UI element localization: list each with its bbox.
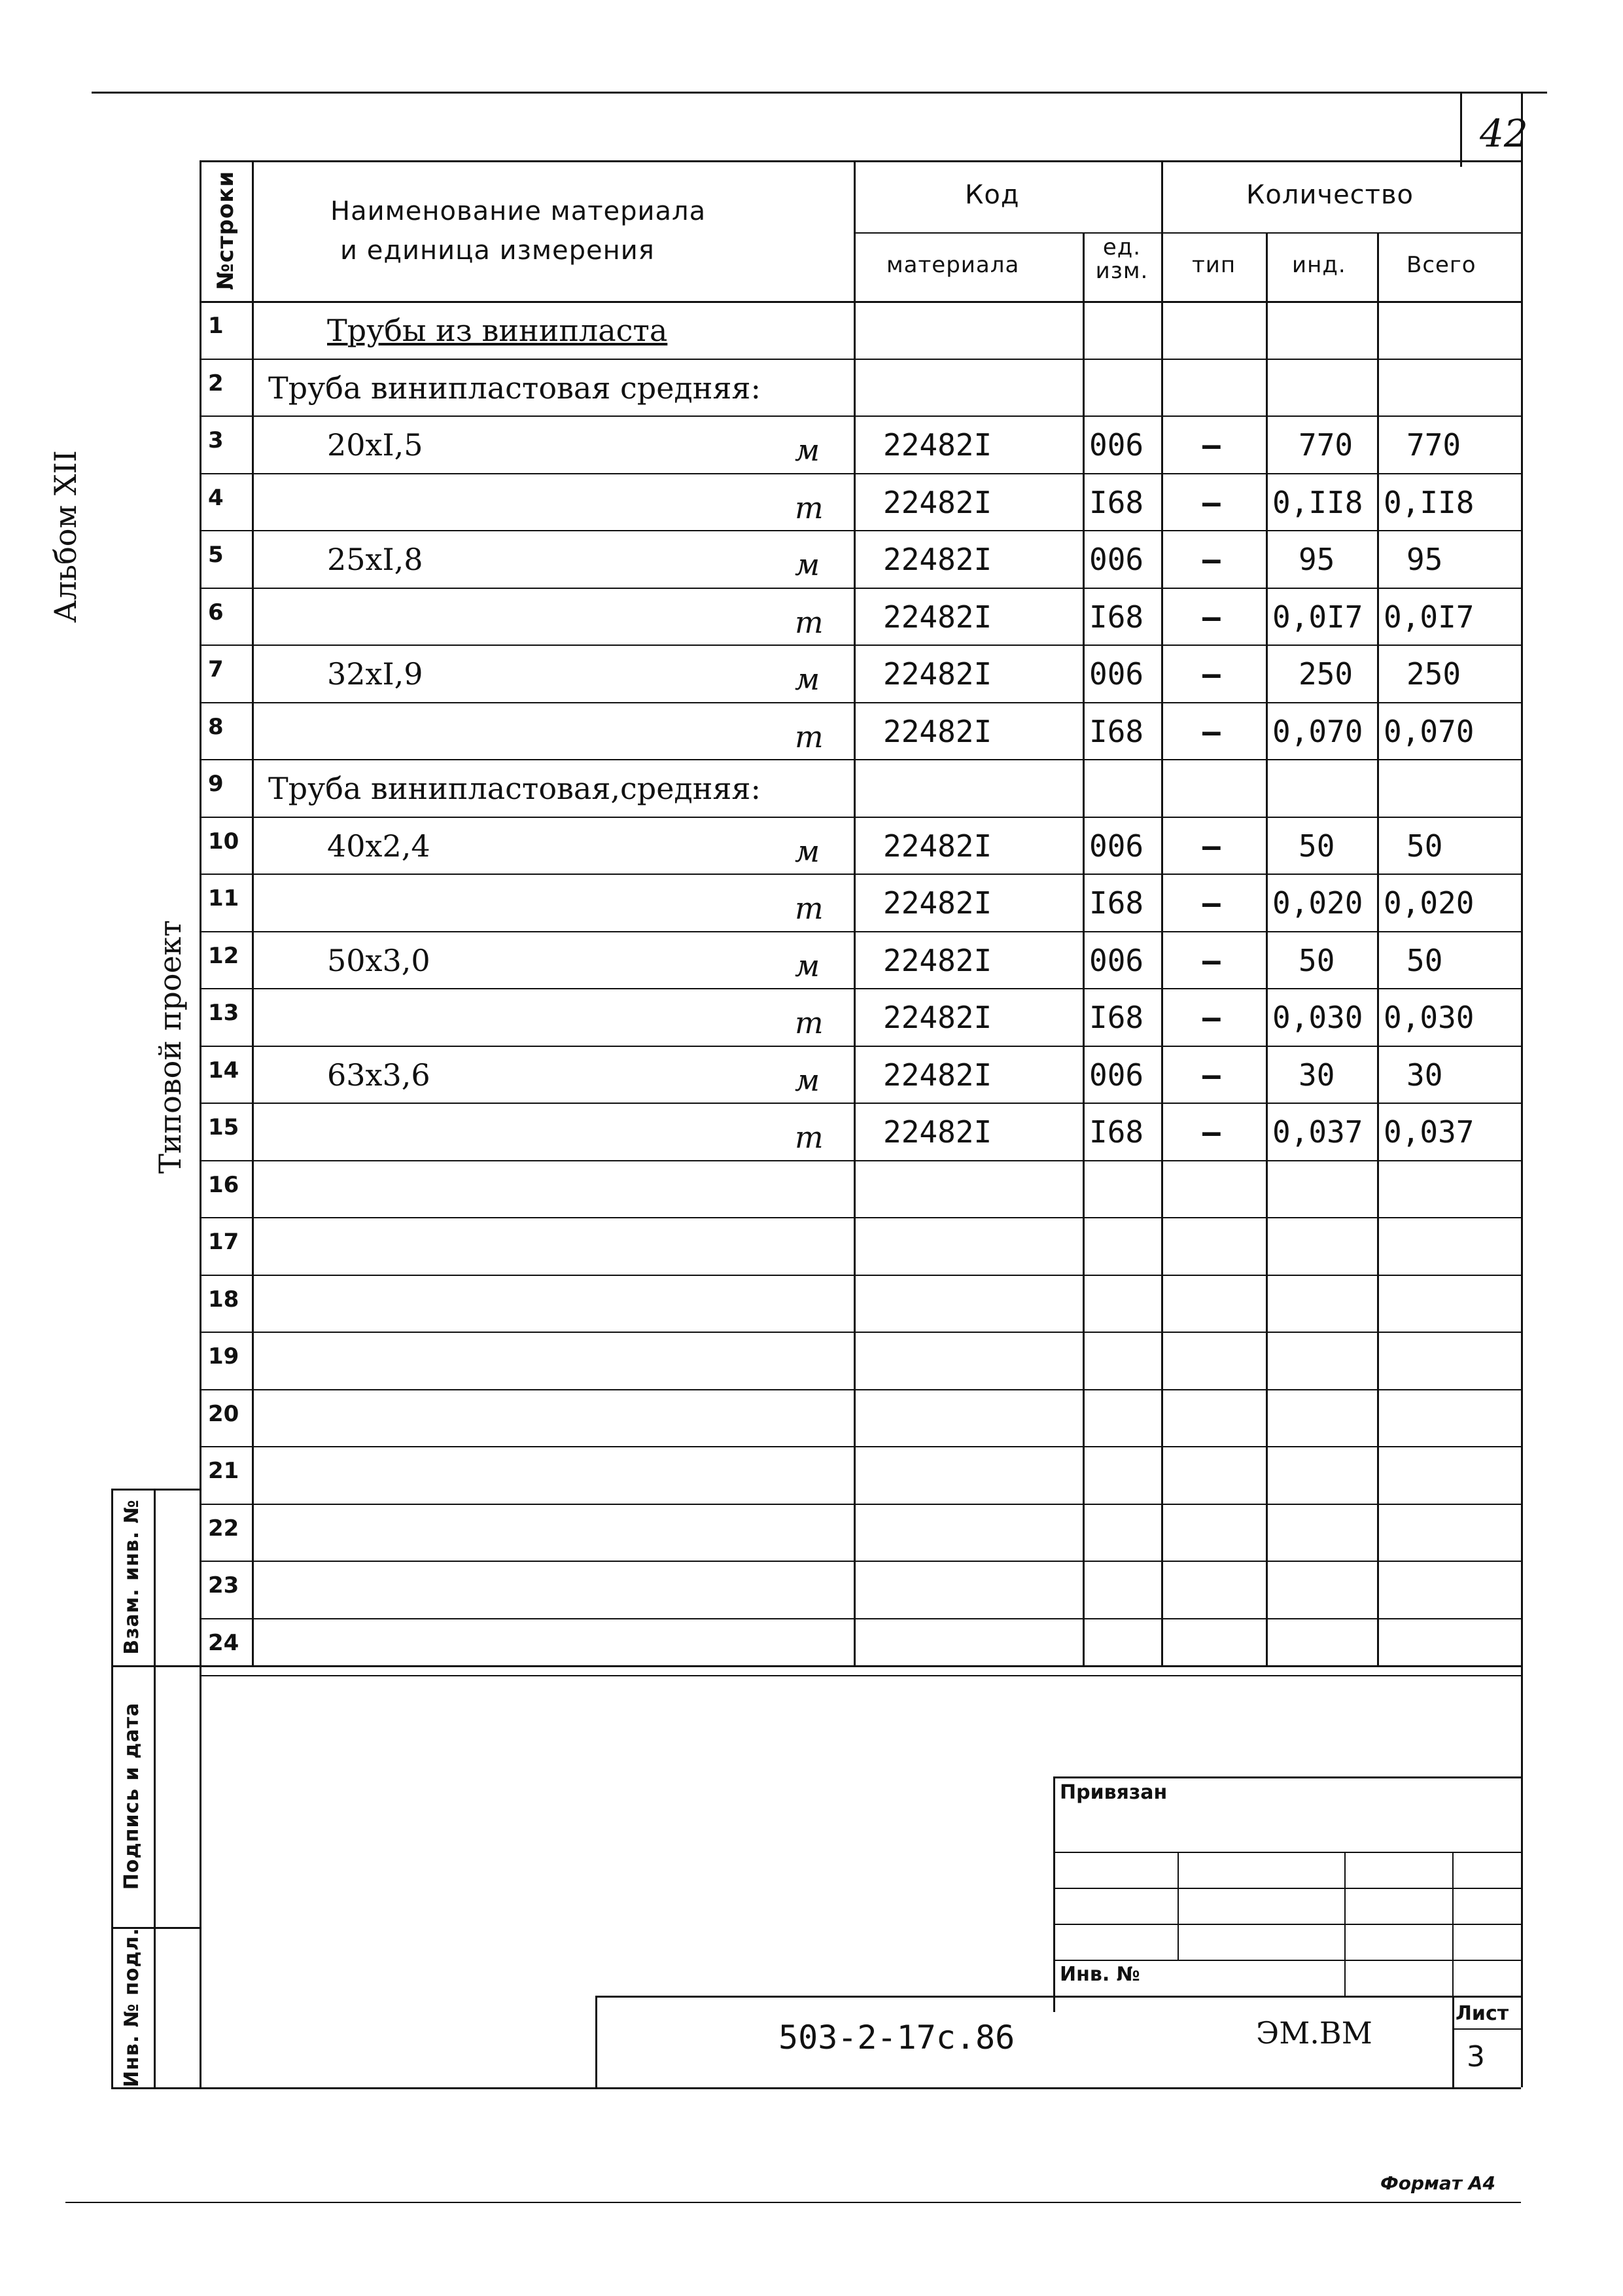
row-number: 14 — [208, 1057, 239, 1084]
row-number: 5 — [208, 542, 224, 568]
material-code: 22482I — [883, 599, 992, 635]
row-separator — [200, 1217, 1521, 1218]
unit-letter: т — [795, 891, 824, 926]
unit-letter: м — [795, 833, 820, 869]
row-number: 9 — [208, 771, 224, 797]
quantity-ind: 250 — [1299, 656, 1353, 692]
header-qty-total: Всего — [1406, 252, 1476, 278]
row-number: 15 — [208, 1114, 239, 1140]
unit-code: I68 — [1089, 1114, 1144, 1150]
unit-code: I68 — [1089, 484, 1144, 520]
unit-letter: т — [795, 604, 824, 640]
row-separator — [200, 1618, 1521, 1619]
material-name: 20хI,5 — [327, 427, 423, 463]
header-name-unit: и единица измерения — [340, 236, 655, 266]
material-code: 22482I — [883, 656, 992, 692]
sheet-label: Лист — [1456, 2002, 1509, 2025]
quantity-type: – — [1202, 713, 1221, 749]
col-ed-right — [1161, 160, 1163, 1665]
unit-letter: т — [795, 1120, 824, 1155]
material-code: 22482I — [883, 885, 992, 921]
right-frame — [1521, 92, 1523, 2087]
unit-code: 006 — [1089, 942, 1144, 978]
quantity-ind: 50 — [1299, 942, 1335, 978]
header-name: Наименование материала — [330, 196, 707, 226]
quantity-total: 0,II8 — [1384, 484, 1475, 520]
table-bottom — [111, 1665, 1521, 1667]
unit-code: 006 — [1089, 828, 1144, 864]
row-separator — [200, 415, 1521, 417]
material-code: 22482I — [883, 942, 992, 978]
quantity-total: 0,037 — [1384, 1114, 1475, 1150]
row-number: 3 — [208, 427, 224, 453]
row-number: 1 — [208, 313, 224, 339]
row-separator — [200, 1675, 1521, 1676]
row-separator — [200, 988, 1521, 989]
privyazan-line-3 — [1053, 1924, 1521, 1925]
material-name: Труба винипластовая средняя: — [268, 370, 761, 406]
row-separator — [200, 1046, 1521, 1047]
unit-letter: м — [795, 547, 820, 582]
row-separator — [200, 759, 1521, 760]
header-code-material: материала — [886, 252, 1020, 278]
row-separator — [200, 359, 1521, 360]
row-separator — [200, 645, 1521, 646]
row-separator — [200, 1561, 1521, 1562]
unit-code: 006 — [1089, 656, 1144, 692]
row-number: 23 — [208, 1572, 239, 1598]
sheet-col-left — [1452, 1996, 1454, 2087]
col-ind-right — [1377, 232, 1379, 1665]
quantity-type: – — [1202, 599, 1221, 635]
doc-block-top — [595, 1996, 1521, 1998]
quantity-type: – — [1202, 484, 1221, 520]
quantity-total: 0,070 — [1384, 713, 1475, 749]
unit-letter: т — [795, 1005, 824, 1040]
privyazan-label: Привязан — [1060, 1781, 1168, 1804]
unit-code: I68 — [1089, 599, 1144, 635]
material-code: 22482I — [883, 1114, 992, 1150]
row-number: 16 — [208, 1171, 239, 1198]
inv-no-label: Инв. № — [1060, 1963, 1140, 1986]
material-code: 22482I — [883, 1057, 992, 1093]
quantity-type: – — [1202, 885, 1221, 921]
quantity-ind: 0,030 — [1272, 1000, 1363, 1035]
row-number: 24 — [208, 1629, 239, 1656]
material-code: 22482I — [883, 1000, 992, 1035]
unit-code: I68 — [1089, 1000, 1144, 1035]
row-number: 22 — [208, 1515, 239, 1542]
unit-letter: м — [795, 433, 820, 468]
quantity-type: – — [1202, 656, 1221, 692]
quantity-type: – — [1202, 542, 1221, 577]
quantity-ind: 0,II8 — [1272, 484, 1363, 520]
header-row-no: №строки — [213, 170, 239, 291]
quantity-type: – — [1202, 1000, 1221, 1035]
doc-block-left — [595, 1996, 597, 2087]
unit-letter: м — [795, 662, 820, 697]
privyazan-line-1 — [1053, 1852, 1521, 1853]
row-separator — [200, 1389, 1521, 1390]
material-code: 22482I — [883, 427, 992, 463]
quantity-ind: 0,020 — [1272, 885, 1363, 921]
privyazan-col-3 — [1452, 1852, 1454, 1996]
quantity-total: 0,0I7 — [1384, 599, 1475, 635]
quantity-total: 250 — [1406, 656, 1461, 692]
material-name: 50х3,0 — [327, 942, 430, 978]
header-qty-ind: инд. — [1292, 252, 1346, 278]
quantity-type: – — [1202, 1114, 1221, 1150]
unit-code: 006 — [1089, 542, 1144, 577]
strip-vzam: Взам. инв. № — [120, 1499, 143, 1655]
row-number: 18 — [208, 1286, 239, 1313]
row-number: 2 — [208, 370, 224, 397]
table-top — [200, 160, 1521, 162]
row-separator — [200, 702, 1521, 703]
privyazan-col-2 — [1344, 1852, 1346, 1996]
material-name: Труба винипластовая,средняя: — [268, 771, 761, 806]
strip-top — [111, 1489, 200, 1491]
unit-code: I68 — [1089, 713, 1144, 749]
row-number: 20 — [208, 1400, 239, 1427]
privyazan-left — [1053, 1776, 1055, 2012]
quantity-type: – — [1202, 828, 1221, 864]
strip-podpis: Подпись и дата — [120, 1702, 143, 1890]
row-separator — [200, 530, 1521, 531]
unit-letter: т — [795, 718, 824, 754]
row-separator — [200, 1160, 1521, 1161]
quantity-ind: 0,0I7 — [1272, 599, 1363, 635]
format-label: Формат А4 — [1380, 2172, 1495, 2194]
sheet-sep — [1452, 2028, 1521, 2030]
material-name: 40х2,4 — [327, 828, 430, 864]
row-number: 10 — [208, 828, 239, 855]
quantity-ind: 0,037 — [1272, 1114, 1363, 1150]
unit-letter: м — [795, 947, 820, 983]
quantity-ind: 770 — [1299, 427, 1353, 463]
side-label-project: Типовой проект — [152, 920, 188, 1174]
col-code-right — [1083, 232, 1085, 1665]
row-separator — [200, 1275, 1521, 1276]
sheet-number: 3 — [1467, 2040, 1485, 2074]
row-separator — [200, 1446, 1521, 1447]
col-name-right — [854, 160, 856, 1665]
col-rowno-right — [252, 160, 254, 1665]
row-number: 19 — [208, 1343, 239, 1369]
quantity-total: 770 — [1406, 427, 1461, 463]
row-number: 21 — [208, 1458, 239, 1484]
page-number: 42 — [1480, 111, 1528, 156]
quantity-total: 50 — [1406, 942, 1443, 978]
quantity-type: – — [1202, 1057, 1221, 1093]
quantity-type: – — [1202, 427, 1221, 463]
row-number: 12 — [208, 942, 239, 969]
row-separator — [200, 817, 1521, 818]
row-number: 7 — [208, 656, 224, 682]
top-border — [92, 92, 1547, 94]
row-number: 11 — [208, 885, 239, 911]
material-code: 22482I — [883, 713, 992, 749]
material-code: 22482I — [883, 484, 992, 520]
material-name: 25хI,8 — [327, 542, 423, 577]
row-separator — [200, 1103, 1521, 1104]
row-number: 4 — [208, 484, 224, 511]
header-code-unit: ед. изм. — [1095, 234, 1149, 284]
row-separator — [200, 1332, 1521, 1333]
header-code: Код — [965, 180, 1020, 210]
header-quantity: Количество — [1246, 180, 1414, 210]
header-bottom — [200, 301, 1521, 303]
quantity-ind: 50 — [1299, 828, 1335, 864]
quantity-total: 30 — [1406, 1057, 1443, 1093]
material-name: Трубы из винипласта — [327, 313, 668, 348]
unit-letter: т — [795, 489, 824, 525]
row-number: 13 — [208, 1000, 239, 1026]
row-number: 17 — [208, 1229, 239, 1255]
row-separator — [200, 588, 1521, 589]
side-label-album: Альбом XII — [48, 450, 83, 623]
row-separator — [200, 874, 1521, 875]
quantity-ind: 0,070 — [1272, 713, 1363, 749]
privyazan-col-1 — [1178, 1852, 1179, 1960]
privyazan-line-4 — [1053, 1960, 1521, 1961]
strip-inv-podl: Инв. № подл. — [120, 1927, 143, 2087]
quantity-ind: 30 — [1299, 1057, 1335, 1093]
header-qty-type: тип — [1192, 252, 1236, 278]
material-name: 32хI,9 — [327, 656, 423, 692]
page-bottom-line — [65, 2202, 1521, 2203]
row-separator — [200, 473, 1521, 474]
privyazan-line-2 — [1053, 1888, 1521, 1889]
row-separator — [200, 1504, 1521, 1505]
material-name: 63х3,6 — [327, 1057, 430, 1093]
unit-code: 006 — [1089, 427, 1144, 463]
doc-code: 503-2-17с.86 — [778, 2019, 1015, 2057]
page-number-box-left — [1460, 92, 1462, 167]
col-type-right — [1266, 232, 1268, 1665]
row-number: 6 — [208, 599, 224, 626]
quantity-total: 0,030 — [1384, 1000, 1475, 1035]
privyazan-top — [1053, 1776, 1521, 1778]
unit-code: I68 — [1089, 885, 1144, 921]
quantity-ind: 95 — [1299, 542, 1335, 577]
header-sub-line — [854, 232, 1521, 234]
quantity-total: 0,020 — [1384, 885, 1475, 921]
row-separator — [200, 931, 1521, 932]
unit-letter: м — [795, 1062, 820, 1098]
frame-left — [200, 160, 201, 2087]
quantity-type: – — [1202, 942, 1221, 978]
material-code: 22482I — [883, 828, 992, 864]
material-code: 22482I — [883, 542, 992, 577]
row-number: 8 — [208, 713, 224, 740]
quantity-total: 95 — [1406, 542, 1443, 577]
strip-left — [111, 1489, 113, 2087]
unit-code: 006 — [1089, 1057, 1144, 1093]
quantity-total: 50 — [1406, 828, 1443, 864]
frame-bottom — [111, 2087, 1521, 2089]
doc-mark: ЭМ.ВМ — [1256, 2015, 1372, 2051]
strip-mid — [154, 1489, 156, 2087]
